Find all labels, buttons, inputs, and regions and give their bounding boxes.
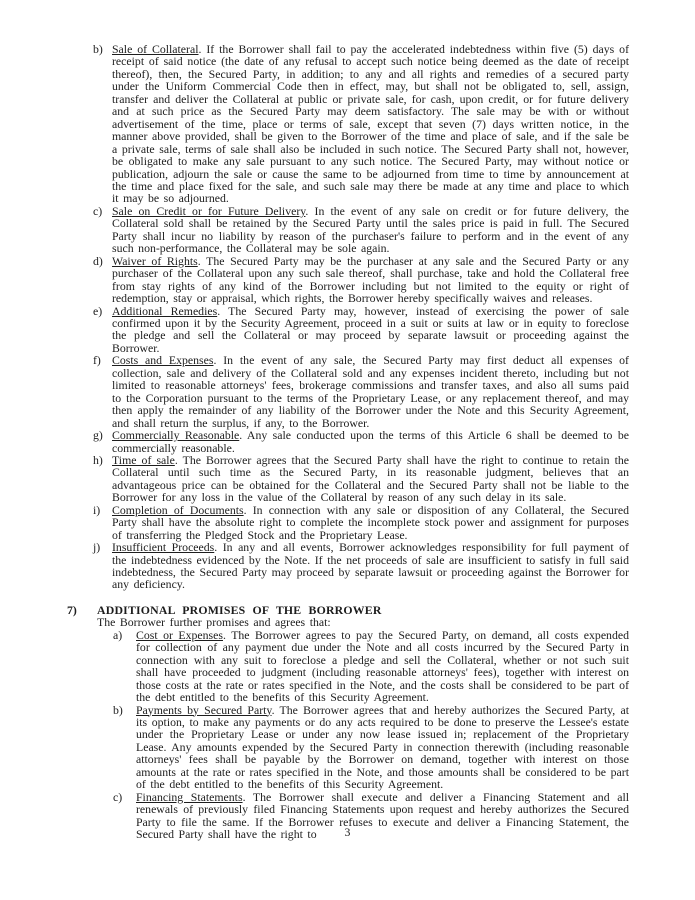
- section-heading: ADDITIONAL PROMISES OF THE BORROWER: [97, 602, 382, 617]
- item-body: . If the Borrower shall fail to pay the accelerated indebtedness within five (5) days of receipt of said notice (the date of any refusal to accept such notice being deemed as the date of receipt thereof), then, the Secured Party, in addition; to any and all rights and remedies of a secured party under the Uniform Commercial Code then in effect, may, but shall not be obligated to, sell, assign, transfer and deliver the Collateral at public or private sale, for cash, upon credit, or for future delivery and at such price as the Secured Party may deem satisfactory. The sale may be with or without advertisement of the time, place or terms of sale, except that seven (7) days written notice, in the manner above provided, shall be given to the Borrower of the time and place of sale, and if the sale be a private sale, terms of sale shall also be included in such notice. The Secured Party shall not, however, be obligated to make any sale pursuant to any such notice. The Secured Party, may without notice or publication, adjourn the sale or cause the same to be adjourned from time to time by announcement at the time and place fixed for the sale, and such sale may there be made at any time and place to which it may be so adjourned.: [112, 42, 630, 206]
- item-body: . In the event of any sale on credit or for future delivery, the Collateral sold shall be retained by the Secured Party until the sales price is paid in full. The Secured Party shall incur no liability by reason of the purchaser's failure to perform and in the event of any such non-performance, the Collateral may be sole again.: [112, 203, 629, 256]
- item-text: [112, 305, 629, 355]
- page-number: 3: [344, 825, 351, 839]
- item-text: [112, 255, 629, 305]
- item-title: Commercially Reasonable: [112, 428, 240, 443]
- item-body: . The Borrower shall execute and deliver a Financing Statement and all renewals of previously filed Financing Statements upon request and hereby authorizes the Secured Party to file the same. If the Borrower refuses to execute and deliver a Financing Statement, the Secured Party shall have the right to: [136, 789, 630, 842]
- item-title: Financing Statements: [136, 789, 243, 804]
- item-body: . The Secured Party may, however, instead of exercising the power of sale confirmed upon it by the Security Agreement, proceed in a suit or suits at law or in equity to foreclose the pledge and sell the Collateral or may proceed by separate lawsuit or proceeding against the Borrower.: [112, 303, 629, 355]
- section-content: [97, 604, 629, 841]
- item-marker: h): [93, 452, 103, 467]
- section-marker: 7): [67, 602, 77, 617]
- list-item-insufficient-proceeds: [93, 541, 629, 591]
- item-marker: b): [93, 42, 103, 56]
- item-text: [112, 43, 629, 205]
- item-text: [112, 205, 629, 255]
- item-marker: c): [113, 789, 123, 804]
- item-text: [112, 429, 629, 454]
- list-item-sale-of-collateral: [93, 43, 629, 205]
- item-body: . Any sale conducted upon the terms of this Article 6 shall be deemed to be commercially reasonable.: [112, 428, 629, 455]
- section-7-sublist: [97, 629, 629, 841]
- list-item-time-of-sale: [93, 454, 629, 504]
- item-text: [136, 629, 629, 704]
- item-marker: d): [93, 253, 103, 268]
- item-marker: c): [93, 203, 103, 218]
- item-title: Waiver of Rights: [112, 253, 198, 268]
- item-body: . The Secured Party may be the purchaser at any sale and the Secured Party or any purchaser of the Collateral upon any such sale thereof, shall purchase, take and hold the Collateral free from stay rights of any kind of the Borrower including but not limited to the equity or right of redemption, stay or appraisal, which rights, the Borrower hereby specifically waives and releases.: [112, 253, 629, 306]
- item-body: . The Borrower agrees to pay the Secured Party, on demand, all costs expended for collection of any payment due under the Note and all costs incurred by the Secured Party in connection with any suit to foreclose a pledge and sell the Collateral, whether or not such suit shall have proceeded to judgment (including reasonable attorneys' fees), together with interest on those costs at the rate or rates specified in the Note, and the costs shall be considered to be part of the debt entitled to the benefits of this Security Agreement.: [136, 627, 629, 705]
- item-marker: a): [113, 627, 123, 642]
- item-title: Time of sale: [112, 452, 175, 467]
- item-text: [112, 541, 629, 591]
- section-6-remedies-list: [93, 43, 629, 591]
- item-text: [136, 704, 629, 791]
- section-intro: The Borrower further promises and agrees that:: [97, 615, 331, 630]
- list-item-payments-by-secured-party: [113, 704, 629, 791]
- list-item-additional-remedies: [93, 305, 629, 355]
- list-item-completion-of-documents: [93, 504, 629, 541]
- item-body: . In the event of any sale, the Secured Party may first deduct all expenses of collection, sale and delivery of the Collateral sold and any expenses incident thereto, including but not limited to reasonable attorneys' fees, brokerage commissions and transfer taxes, and also all sums paid to the Corporation pursuant to the terms of the Proprietary Lease, or any replacement thereof, and may then apply the remainder of any liability of the Borrower under the Note and this Security Agreement, and shall return the surplus, if any, to the Borrower.: [112, 353, 629, 430]
- item-body: . The Borrower agrees that and hereby authorizes the Secured Party, at its option, to make any payments or do any acts required to be done to preserve the Lessee's estate under the Proprietary Lease or under any now lease issued in; replacement of the Proprietary Lease. Any amounts expended by the Secured Party in connection therewith (including reasonable attorneys' fees shall be payable by the Borrower on demand, together with interest on those amounts at the rate or rates specified in the Note, and those amounts shall be considered to be part of the debt entitled to the benefits of this Security Agreement.: [136, 702, 630, 792]
- item-text: [112, 454, 629, 504]
- item-title: Completion of Documents: [112, 502, 244, 517]
- list-item-commercially-reasonable: [93, 429, 629, 454]
- item-title: Payments by Secured Party: [136, 702, 272, 717]
- item-title: Costs and Expenses: [112, 353, 214, 368]
- item-text: [112, 354, 629, 429]
- item-marker: b): [113, 702, 123, 717]
- list-item-cost-or-expenses: [113, 629, 629, 704]
- item-title: Sale of Collateral: [112, 42, 199, 56]
- item-title: Additional Remedies: [112, 303, 218, 318]
- section-7-additional-promises: [67, 604, 629, 841]
- item-title: Sale on Credit or for Future Delivery: [112, 203, 306, 218]
- item-body: . In connection with any sale or disposition of any Collateral, the Secured Party shall have the absolute right to complete the incomplete stock power and assignment for purposes of transferring the Pledged Stock and the Proprietary Lease.: [112, 502, 629, 542]
- list-item-costs-and-expenses: [93, 354, 629, 429]
- list-item-sale-on-credit: [93, 205, 629, 255]
- item-marker: f): [93, 353, 101, 368]
- list-item-waiver-of-rights: [93, 255, 629, 305]
- item-title: Insufficient Proceeds: [112, 540, 215, 555]
- item-marker: i): [93, 502, 101, 517]
- item-title: Cost or Expenses: [136, 627, 223, 642]
- item-text: [112, 504, 629, 541]
- item-marker: j): [93, 540, 101, 555]
- item-marker: e): [93, 303, 103, 318]
- item-body: . In any and all events, Borrower acknowledges responsibility for full payment of the indebtedness evidenced by the Note. If the net proceeds of sale are insufficient to satisfy in full said indebtedness, the Secured Party may proceed by separate lawsuit or proceeding against the Borrower for any deficiency.: [112, 540, 629, 592]
- item-body: . The Borrower agrees that the Secured Party shall have the right to continue to retain the Collateral until such time as the Secured Party, in its reasonable judgment, believes that an advantageous price can be obtained for the Collateral and the Secured Party shall not be liable to the Borrower for any loss in the value of the Collateral by reason of any such delay in its sale.: [112, 452, 629, 505]
- item-marker: g): [93, 428, 103, 443]
